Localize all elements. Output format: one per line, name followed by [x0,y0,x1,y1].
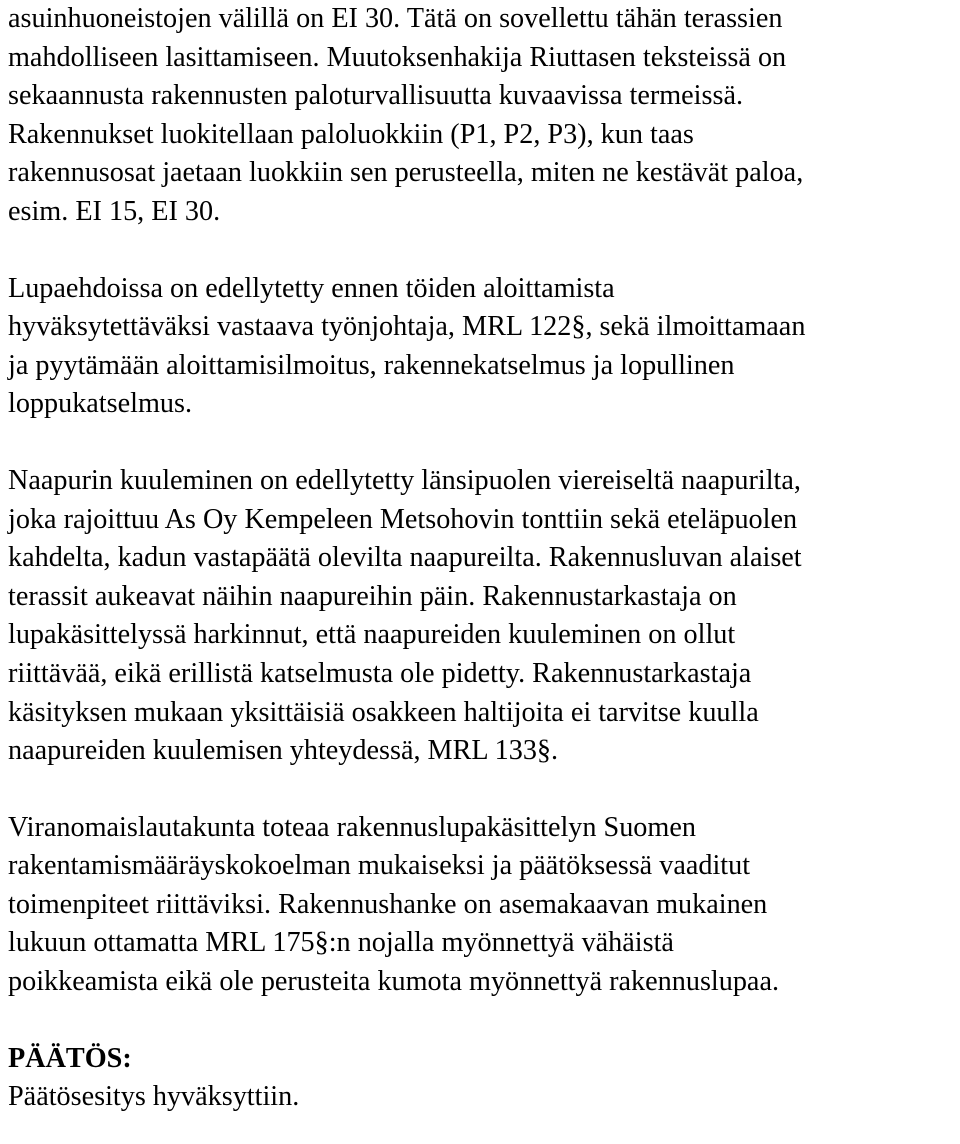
text-line: Naapurin kuuleminen on edellytetty länsipuolen viereiseltä naapurilta, [8,464,801,496]
text-line: mahdolliseen lasittamiseen. Muutoksenhakija Riuttasen teksteissä on [8,41,787,73]
text-line: lupakäsittelyssä harkinnut, että naapureiden kuuleminen on ollut [8,619,736,651]
text-line: riittävää, eikä erillistä katselmusta ole pidetty. Rakennustarkastaja [8,657,752,689]
decision-heading: PÄÄTÖS: [8,1042,132,1074]
document-page [8,0,956,1117]
text-line: Rakennukset luokitellaan paloluokkiin (P1, P2, P3), kun taas [8,118,694,150]
paragraph-permit-conditions [8,270,956,424]
text-line: hyväksytettäväksi vastaava työnjohtaja, MRL 122§, sekä ilmoittamaan [8,311,806,343]
text-line: esim. EI 15, EI 30. [8,195,221,227]
text-line: kahdelta, kadun vastapäätä olevilta naapureilta. Rakennusluvan alaiset [8,542,802,574]
text-line: sekaannusta rakennusten paloturvallisuutta kuvaavissa termeissä. [8,80,744,112]
text-line: terassit aukeavat näihin naapureihin päin. Rakennustarkastaja on [8,580,737,612]
paragraph-spacer [8,1002,956,1040]
text-line: asuinhuoneistojen välillä on EI 30. Tätä on sovellettu tähän terassien [8,3,783,34]
paragraph-fire-classification [8,0,956,232]
decision-section [8,1040,956,1117]
text-line: naapureiden kuulemisen yhteydessä, MRL 133§. [8,735,559,767]
text-line: Viranomaislautakunta toteaa rakennuslupakäsittelyn Suomen [8,811,696,843]
text-line: käsityksen mukaan yksittäisiä osakkeen haltijoita ei tarvitse kuulla [8,696,759,728]
decision-text: Päätösesitys hyväksyttiin. [8,1081,300,1113]
text-line: ja pyytämään aloittamisilmoitus, rakennekatselmus ja lopullinen [8,349,735,381]
text-line: joka rajoittuu As Oy Kempeleen Metsohovin tonttiin sekä eteläpuolen [8,503,798,535]
text-line: rakentamismääräyskokoelman mukaiseksi ja päätöksessä vaaditut [8,850,751,882]
paragraph-board-statement [8,809,956,1002]
text-line: toimenpiteet riittäviksi. Rakennushanke on asemakaavan mukainen [8,888,768,920]
text-line: poikkeamista eikä ole perusteita kumota myönnettyä rakennuslupaa. [8,966,779,998]
paragraph-spacer [8,424,956,462]
text-line: Lupaehdoissa on edellytetty ennen töiden aloittamista [8,272,615,304]
text-line: rakennusosat jaetaan luokkiin sen perusteella, miten ne kestävät paloa, [8,157,804,189]
text-line: loppukatselmus. [8,388,192,420]
paragraph-neighbour-hearing [8,462,956,771]
text-line: lukuun ottamatta MRL 175§:n nojalla myönnettyä vähäistä [8,927,674,959]
paragraph-spacer [8,232,956,270]
paragraph-spacer [8,771,956,809]
